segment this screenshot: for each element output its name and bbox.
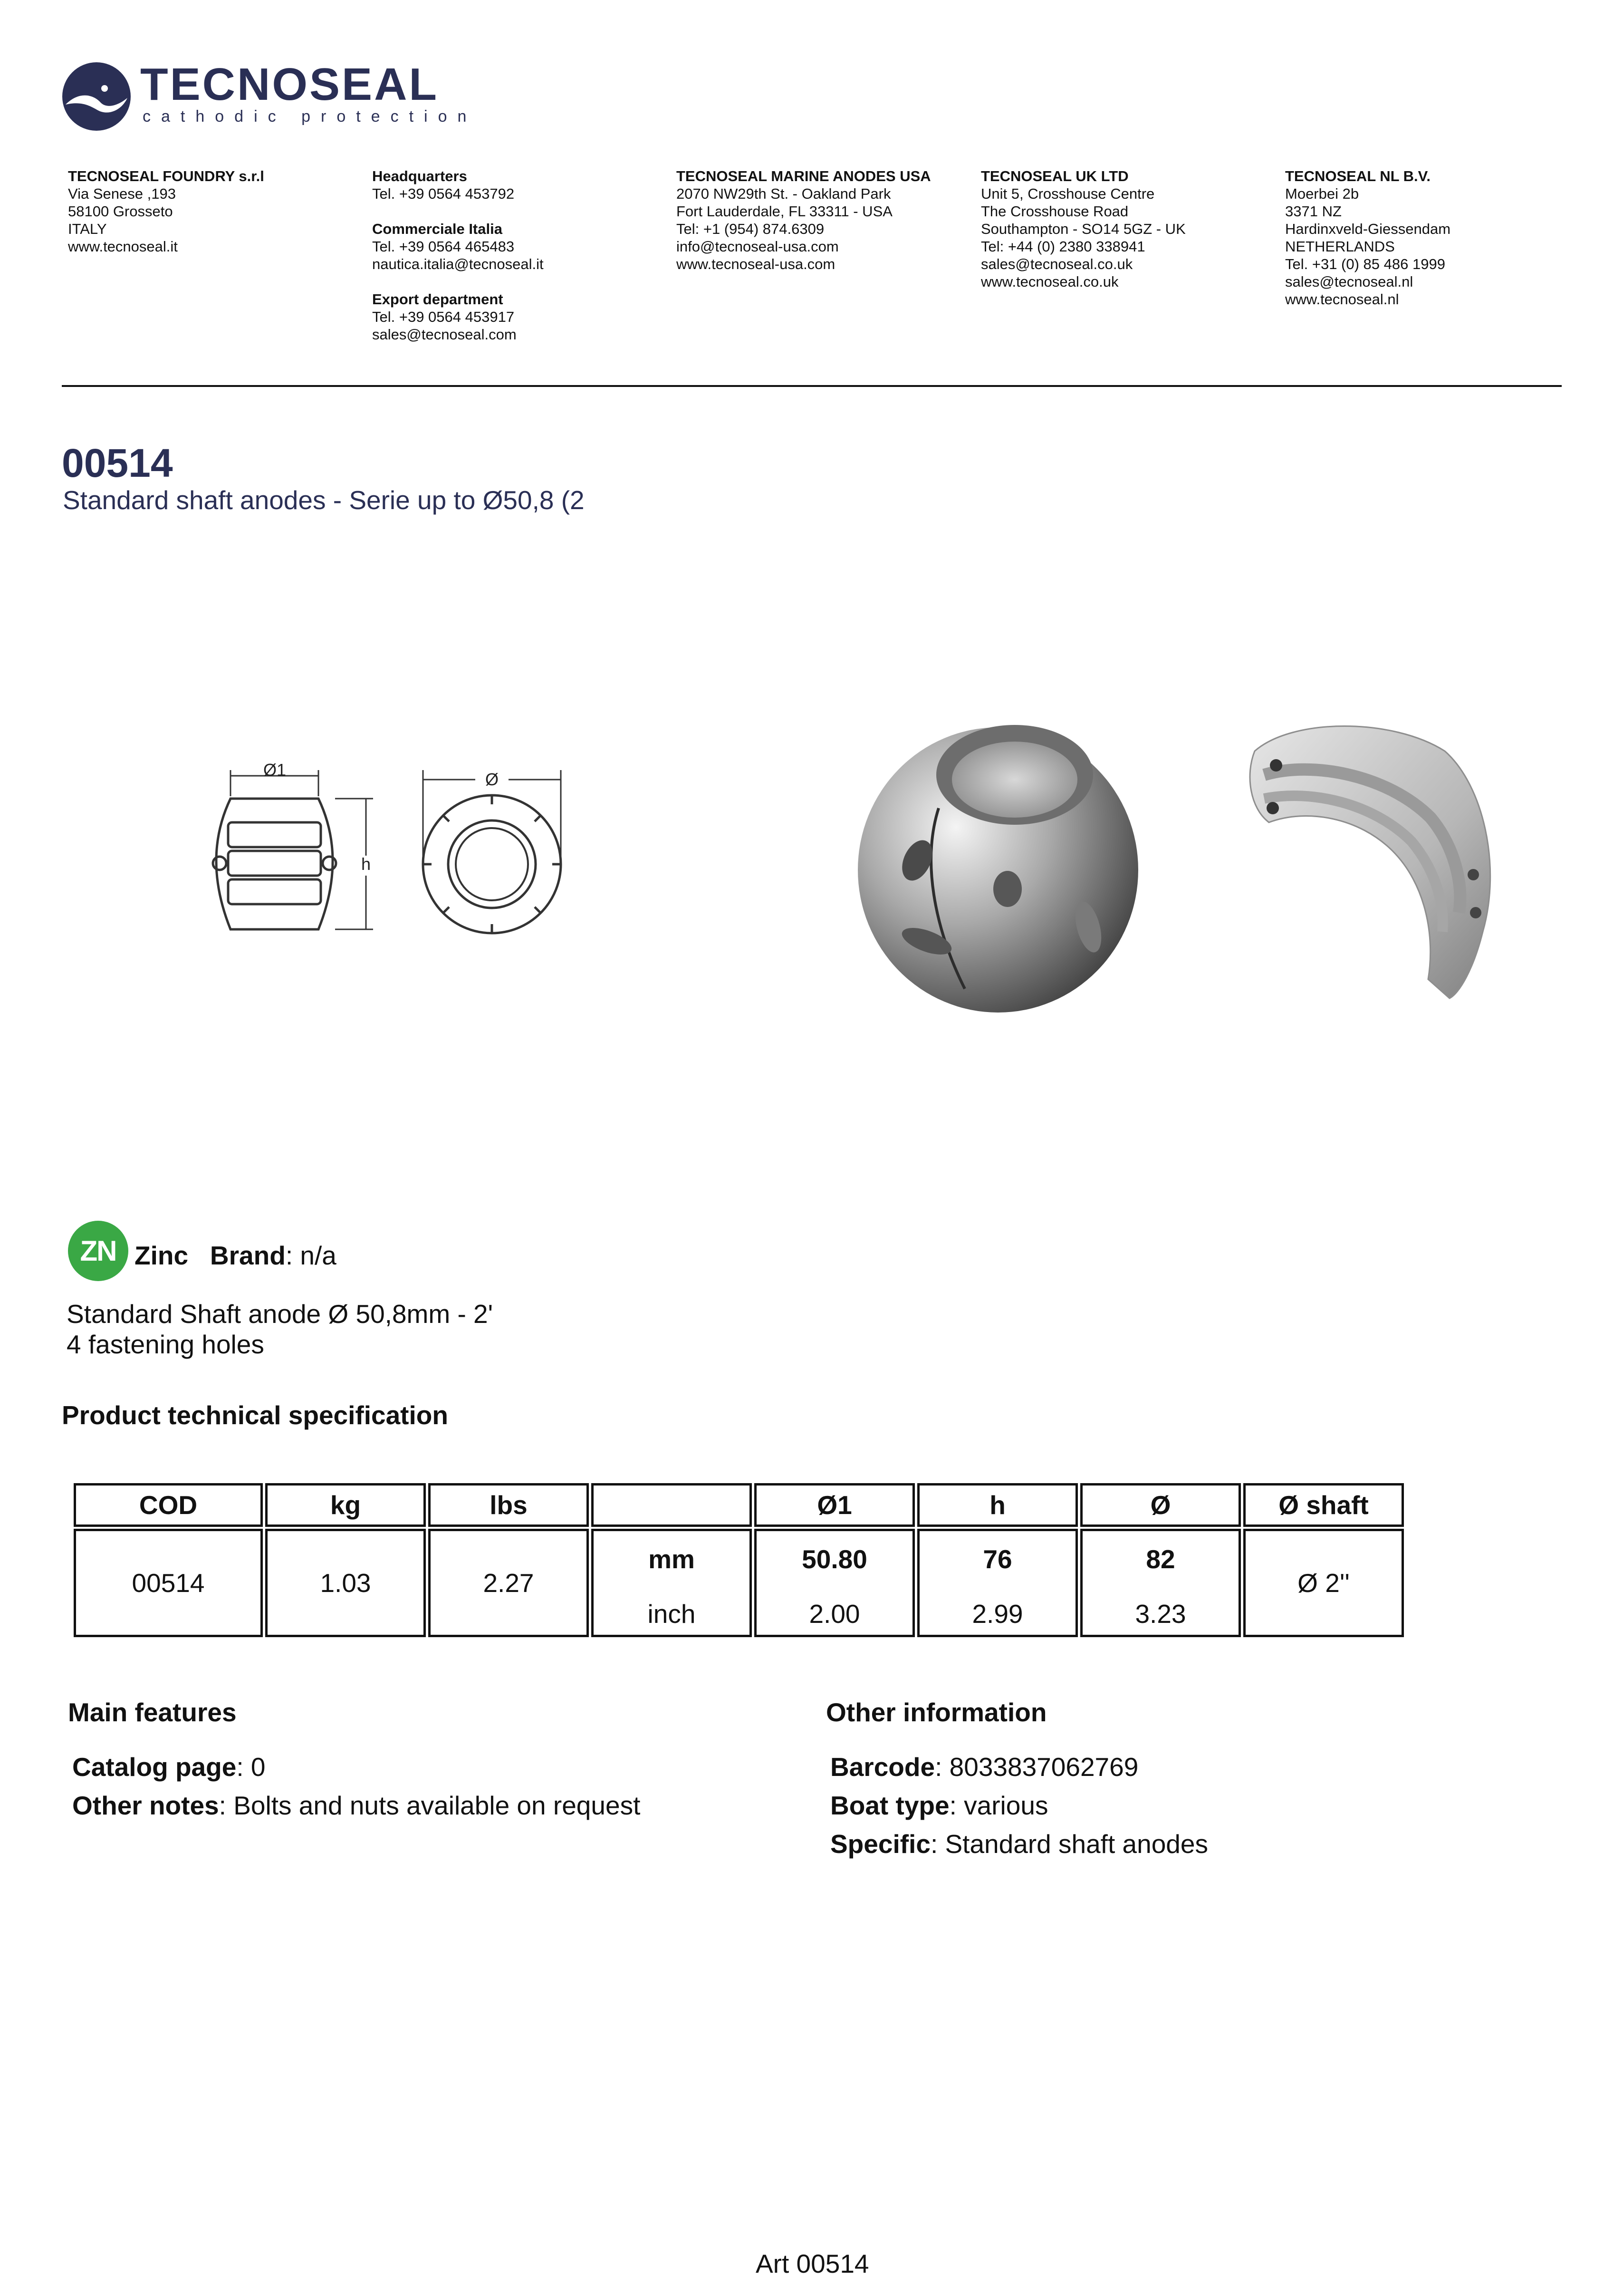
value-h-mm: 76: [983, 1544, 1012, 1574]
boat-type-line: [830, 1793, 1048, 1819]
foundry-country: ITALY: [68, 221, 107, 237]
dimension-label-d1: Ø1: [263, 760, 287, 780]
nl-email[interactable]: sales@tecnoseal.nl: [1285, 273, 1413, 290]
footer-article: Art 00514: [756, 2249, 869, 2278]
specific-value: : Standard shaft anodes: [930, 1829, 1208, 1859]
commerciale-email[interactable]: nautica.italia@tecnoseal.it: [372, 256, 544, 272]
address-column-foundry: [68, 167, 363, 255]
catalog-page-label: Catalog page: [72, 1752, 237, 1782]
usa-street: 2070 NW29th St. - Oakland Park: [676, 185, 891, 202]
unit-inch: inch: [647, 1599, 696, 1629]
usa-city: Fort Lauderdale, FL 33311 - USA: [676, 203, 893, 220]
nl-name: TECNOSEAL NL B.V.: [1285, 168, 1431, 184]
brand-value: : n/a: [285, 1241, 336, 1270]
usa-website[interactable]: www.tecnoseal-usa.com: [676, 256, 836, 272]
product-photo-whole: [846, 704, 1150, 1017]
header-unit: [591, 1483, 752, 1527]
nl-country: NETHERLANDS: [1285, 238, 1395, 255]
company-logo-mark: [61, 61, 132, 132]
nl-city: Hardinxveld-Giessendam: [1285, 221, 1451, 237]
material-brand-line: [134, 1243, 336, 1269]
technical-drawing: [190, 751, 580, 951]
dimension-label-h: h: [361, 854, 371, 874]
product-subtitle: Standard shaft anodes - Serie up to Ø50,8 (2: [63, 485, 585, 515]
product-photo-half: [1236, 713, 1502, 1008]
value-d1-inch: 2.00: [809, 1599, 860, 1629]
nl-phone: Tel. +31 (0) 85 486 1999: [1285, 256, 1445, 272]
value-h-inch: 2.99: [972, 1599, 1023, 1629]
material-name: Zinc: [134, 1241, 189, 1270]
specific-line: [830, 1831, 1208, 1857]
nl-postcode: 3371 NZ: [1285, 203, 1342, 220]
header-lbs: lbs: [428, 1483, 589, 1527]
header-h: h: [917, 1483, 1078, 1527]
main-features-title: Main features: [68, 1698, 237, 1727]
other-notes-value: : Bolts and nuts available on request: [219, 1791, 641, 1820]
cell-lbs: 2.27: [428, 1529, 589, 1637]
value-d1-mm: 50.80: [802, 1544, 867, 1574]
commerciale-title: Commerciale Italia: [372, 221, 502, 237]
header-d1: Ø1: [754, 1483, 915, 1527]
product-description: [67, 1299, 493, 1360]
other-notes-line: [72, 1793, 640, 1819]
export-title: Export department: [372, 291, 503, 308]
address-column-headquarters: [372, 167, 667, 343]
company-logo-wordmark: TECNOSEAL: [140, 59, 439, 110]
product-code: 00514: [62, 441, 173, 485]
other-notes-label: Other notes: [72, 1791, 219, 1820]
spec-section-title: Product technical specification: [62, 1400, 448, 1430]
uk-name: TECNOSEAL UK LTD: [981, 168, 1129, 184]
export-phone: Tel. +39 0564 453917: [372, 309, 515, 325]
boat-type-label: Boat type: [830, 1791, 950, 1820]
header-shaft: Ø shaft: [1243, 1483, 1404, 1527]
company-logo-tagline: cathodic protection: [143, 107, 477, 125]
header-d: Ø: [1080, 1483, 1241, 1527]
nl-street: Moerbei 2b: [1285, 185, 1359, 202]
header-kg: kg: [265, 1483, 426, 1527]
foundry-name: TECNOSEAL FOUNDRY s.r.l: [68, 168, 264, 184]
unit-mm: mm: [648, 1544, 695, 1574]
specific-label: Specific: [830, 1829, 931, 1859]
boat-type-value: : various: [949, 1791, 1048, 1820]
uk-website[interactable]: www.tecnoseal.co.uk: [981, 273, 1119, 290]
catalog-page-line: [72, 1754, 266, 1780]
uk-road: The Crosshouse Road: [981, 203, 1129, 220]
barcode-line: [830, 1754, 1138, 1780]
description-line: 4 fastening holes: [67, 1330, 264, 1359]
description-line: Standard Shaft anode Ø 50,8mm - 2': [67, 1299, 493, 1329]
barcode-label: Barcode: [830, 1752, 935, 1782]
address-column-usa: [676, 167, 971, 273]
value-d-mm: 82: [1146, 1544, 1175, 1574]
brand-label: Brand: [210, 1241, 286, 1270]
header-divider: [62, 385, 1562, 387]
zinc-badge: ZN: [68, 1221, 128, 1281]
hq-phone: Tel. +39 0564 453792: [372, 185, 515, 202]
usa-phone: Tel: +1 (954) 874.6309: [676, 221, 825, 237]
foundry-city: 58100 Grosseto: [68, 203, 173, 220]
export-email[interactable]: sales@tecnoseal.com: [372, 326, 517, 343]
hq-title: Headquarters: [372, 168, 467, 184]
address-column-uk: [981, 167, 1276, 290]
catalog-page-value: : 0: [236, 1752, 266, 1782]
nl-website[interactable]: www.tecnoseal.nl: [1285, 291, 1399, 308]
value-d-inch: 3.23: [1135, 1599, 1186, 1629]
cell-kg: 1.03: [265, 1529, 426, 1637]
cell-shaft: Ø 2'': [1243, 1529, 1404, 1637]
usa-name: TECNOSEAL MARINE ANODES USA: [676, 168, 931, 184]
uk-phone: Tel: +44 (0) 2380 338941: [981, 238, 1145, 255]
commerciale-phone: Tel. +39 0564 465483: [372, 238, 515, 255]
uk-email[interactable]: sales@tecnoseal.co.uk: [981, 256, 1133, 272]
uk-city: Southampton - SO14 5GZ - UK: [981, 221, 1186, 237]
dimension-label-d: Ø: [485, 770, 499, 789]
foundry-website[interactable]: www.tecnoseal.it: [68, 238, 178, 255]
cell-cod: 00514: [74, 1529, 263, 1637]
address-column-nl: [1285, 167, 1580, 308]
uk-street: Unit 5, Crosshouse Centre: [981, 185, 1155, 202]
foundry-street: Via Senese ,193: [68, 185, 176, 202]
barcode-value: : 8033837062769: [935, 1752, 1139, 1782]
header-cod: COD: [74, 1483, 263, 1527]
usa-email[interactable]: info@tecnoseal-usa.com: [676, 238, 839, 255]
other-info-title: Other information: [826, 1698, 1047, 1727]
